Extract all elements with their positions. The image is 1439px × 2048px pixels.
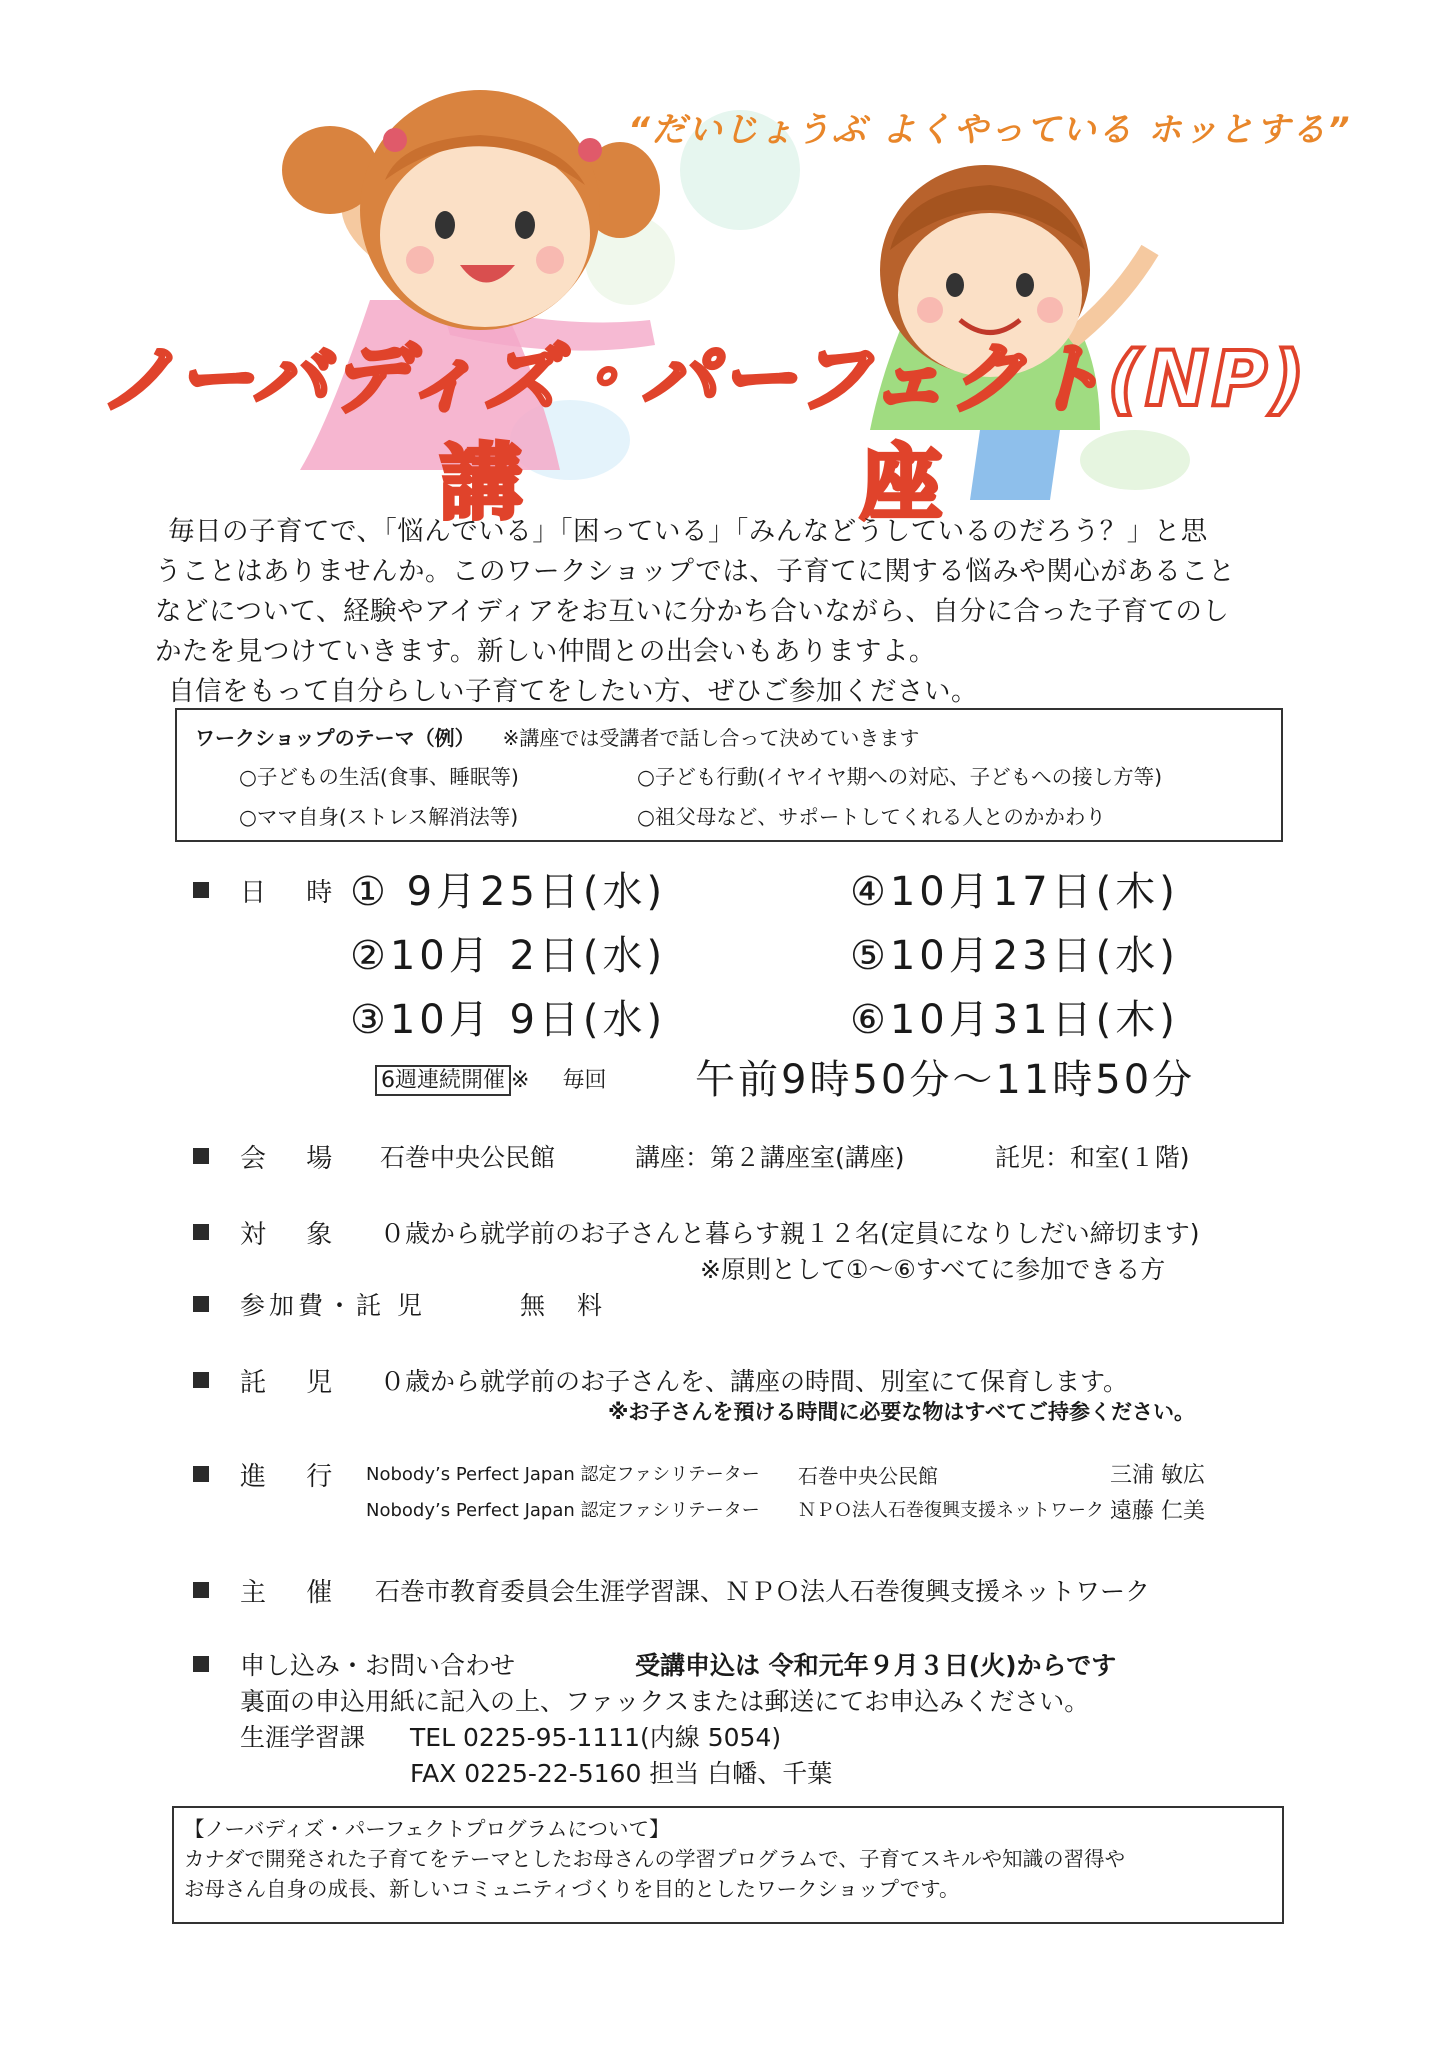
- date-4: ④10月17日(木): [850, 869, 1179, 915]
- venue-label: 会 場: [240, 1144, 349, 1174]
- bullet-icon: [193, 1582, 209, 1598]
- bullet-icon: [193, 1224, 209, 1240]
- session-time: 午前9時50分～11時50分: [695, 1057, 1196, 1103]
- organizer-label: 主 催: [240, 1578, 349, 1608]
- title-kou: 講: [440, 436, 523, 531]
- fee-label: 参加費・託 児: [240, 1291, 426, 1320]
- theme-heading-row: [195, 722, 919, 751]
- facilitator-name: 遠藤 仁美: [1110, 1499, 1205, 1524]
- each-label: 毎回: [562, 1068, 607, 1093]
- bullet-icon: [193, 1466, 209, 1482]
- about-title: 【ノーバディズ・パーフェクトプログラムについて】: [184, 1817, 670, 1841]
- date-6: ⑥10月31日(木): [850, 997, 1179, 1043]
- intro-line: うことはありませんか。このワークショップでは、子育てに関する悩みや関心があること: [155, 556, 1236, 587]
- bullet-icon: [193, 1656, 209, 1672]
- theme-box: [175, 708, 1283, 842]
- facilitator-org: 石巻中央公民館: [798, 1464, 938, 1488]
- bullet-icon: [193, 1372, 209, 1388]
- date-2: ②10月 2日(水): [350, 933, 667, 979]
- theme-heading: ワークショップのテーマ（例）: [195, 726, 475, 750]
- theme-item: ○ママ自身(ストレス解消法等): [239, 805, 519, 829]
- facilitator-name: 三浦 敏広: [1110, 1463, 1205, 1488]
- contact-tel: TEL 0225-95-1111(内線 5054): [410, 1723, 782, 1752]
- facilitator-label: 進 行: [240, 1462, 349, 1492]
- facilitator-role: Nobody’s Perfect Japan 認定ファシリテーター: [366, 1500, 760, 1521]
- date-1: ① 9月25日(水): [350, 869, 667, 915]
- schedule-label: 日 時: [240, 878, 349, 908]
- theme-item: ○祖父母など、サポートしてくれる人とのかかわり: [637, 805, 1106, 829]
- nursery-text: ０歳から就学前のお子さんを、講座の時間、別室にて保育します。: [380, 1367, 1129, 1396]
- intro-line: などについて、経験やアイディアをお互いに分かち合いながら、自分に合った子育てのし: [155, 596, 1230, 627]
- date-3: ③10月 9日(水): [350, 997, 667, 1043]
- theme-item: ○子どもの生活(食事、睡眠等): [239, 765, 519, 789]
- children-illustration: [0, 0, 1439, 520]
- target-note: ※原則として①～⑥すべてに参加できる方: [700, 1255, 1166, 1284]
- venue-childcare: 託児：和室(１階): [995, 1143, 1190, 1172]
- page-title: ノーバディズ・パーフェクト(NP): [100, 334, 1309, 423]
- contact-dept: 生涯学習課: [240, 1723, 366, 1752]
- intro-text: [155, 512, 1305, 712]
- contact-fax: FAX 0225-22-5160 担当 白幡、千葉: [410, 1759, 833, 1788]
- title-za: 座: [860, 436, 943, 531]
- target-text: ０歳から就学前のお子さんと暮らす親１２名(定員になりしだい締切ます): [380, 1219, 1200, 1248]
- theme-note: ※講座では受講者で話し合って決めていきます: [502, 726, 920, 750]
- theme-item: ○子ども行動(イヤイヤ期への対応、子どもへの接し方等): [637, 765, 1163, 789]
- organizer-text: 石巻市教育委員会生涯学習課、ＮＰＯ法人石巻復興支援ネットワーク: [375, 1577, 1151, 1606]
- about-box: [172, 1806, 1284, 1924]
- bullet-icon: [193, 882, 209, 898]
- date-5: ⑤10月23日(水): [850, 933, 1179, 979]
- theme-list: [239, 760, 1269, 830]
- application-start: 受講申込は 令和元年９月３日(火)からです: [635, 1651, 1117, 1680]
- intro-line: 毎日の子育てで、「悩んでいる」「困っている」「みんなどうしているのだろう？」と思: [168, 516, 1208, 547]
- nursery-note: ※お子さんを預ける時間に必要な物はすべてご持参ください。: [608, 1400, 1195, 1424]
- intro-line: 自信をもって自分らしい子育てをしたい方、ぜひご参加ください。: [168, 676, 978, 707]
- about-line: お母さん自身の成長、新しいコミュニティづくりを目的としたワークショップです。: [184, 1877, 960, 1901]
- asterisk: ※: [511, 1068, 530, 1093]
- venue-name: 石巻中央公民館: [380, 1143, 556, 1172]
- tagline: “だいじょうぶ よくやっている ホッとする”: [628, 110, 1352, 150]
- venue-course: 講座：第２講座室(講座): [635, 1143, 905, 1172]
- target-label: 対 象: [240, 1220, 349, 1250]
- contact-label: 申し込み・お問い合わせ: [240, 1651, 516, 1680]
- bullet-icon: [193, 1148, 209, 1164]
- intro-line: かたを見つけていきます。新しい仲間との出会いもありますよ。: [155, 636, 936, 667]
- contact-instruction: 裏面の申込用紙に記入の上、ファックスまたは郵送にてお申込みください。: [240, 1687, 1090, 1716]
- bullet-icon: [193, 1296, 209, 1312]
- facilitator-role: Nobody’s Perfect Japan 認定ファシリテーター: [366, 1464, 760, 1485]
- consecutive-badge: 6週連続開催: [375, 1065, 511, 1096]
- nursery-label: 託 児: [240, 1368, 349, 1398]
- facilitator-org: ＮＰＯ法人石巻復興支援ネットワーク: [798, 1500, 1104, 1521]
- about-line: カナダで開発された子育てをテーマとしたお母さんの学習プログラムで、子育てスキルや知識の習得や: [184, 1847, 1126, 1871]
- schedule-note: [375, 1063, 606, 1094]
- fee-value: 無 料: [520, 1291, 614, 1320]
